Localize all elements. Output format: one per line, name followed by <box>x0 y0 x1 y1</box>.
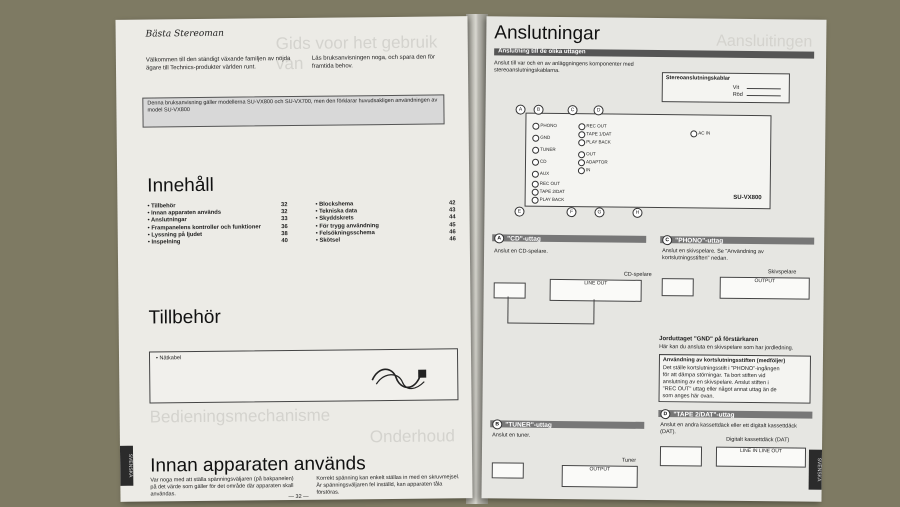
toc-page: 36 <box>281 223 288 230</box>
tuner-label: "TUNER"-uttag <box>505 420 552 429</box>
letter-b-icon: B <box>492 419 502 429</box>
toc-label: • Anslutningar <box>148 218 187 226</box>
model-note: Denna bruksanvisning gäller modellerna SU-VX800 och SU-VX700, men den förklarar huvudsakligen användningen av model SU-VX800 <box>147 97 438 114</box>
cd-jack-label: LINE OUT <box>584 280 608 287</box>
panel-label: REC OUT <box>539 180 561 187</box>
panel-label: TAPE 1/DAT <box>586 131 612 137</box>
terminal-letter-icon: B <box>534 105 544 115</box>
tape-jack-out: LINE OUT <box>758 448 783 455</box>
toc-page: 46 <box>449 236 456 243</box>
welcome-text: Välkommen till den ständigt växande familjen av nöjda ägare till Technics-produkter världen runt. <box>145 56 291 72</box>
panel-label: AUX <box>539 170 550 176</box>
panel-label: REC OUT <box>586 123 607 129</box>
terminal-letter-icon: H <box>632 208 642 218</box>
toc-page: 33 <box>281 216 288 223</box>
accessories-title: Tillbehör <box>148 306 221 329</box>
phono-jack-label: OUTPUT <box>754 278 776 285</box>
letter-c-icon: C <box>662 235 672 245</box>
tuner-device <box>562 465 638 488</box>
toc-page: 46 <box>449 229 456 236</box>
panel-label: PLAY BACK <box>586 139 611 145</box>
terminal-letter-icon: C <box>568 105 578 115</box>
rca-jack-icon <box>532 188 539 195</box>
model-label: SU-VX800 <box>733 194 762 202</box>
rca-jack-icon <box>532 180 539 187</box>
before-use-text-1: Var noga med att ställa spänningsväljaren (på bakpanelen) på det värde som gäller för det område där apparaten skall användas. <box>150 476 294 498</box>
ghost-heading-3: Onderhoud <box>369 426 456 447</box>
page-title: Anslutningar <box>494 22 601 45</box>
panel-label: TUNER <box>540 146 556 152</box>
cable-legend-box <box>662 72 790 103</box>
contents-title: Innehåll <box>147 174 214 197</box>
accessories-box <box>149 348 459 403</box>
toc-page: 44 <box>449 214 456 221</box>
cd-amp-jacks <box>494 282 526 298</box>
toc-label: • Skyddskrets <box>316 216 354 224</box>
ghost-heading-2: Bedieningsmechanisme <box>149 405 331 427</box>
terminal-letter-icon: F <box>566 207 576 217</box>
toc-row <box>316 236 456 245</box>
panel-label: PHONO <box>540 122 557 128</box>
gnd-text: Här kan du ansluta en skivspelare som har jordledning. <box>659 344 794 352</box>
toc-page: 40 <box>281 238 288 245</box>
terminal-letter-icon: A <box>516 105 526 115</box>
rca-jack-icon <box>532 158 539 165</box>
short-pin-box <box>659 354 811 404</box>
ghost-title: Aansluitingen <box>716 32 813 51</box>
before-use-title: Innan apparaten används <box>150 453 366 477</box>
toc-label: • Blockshema <box>315 201 353 209</box>
tuner-text: Anslut en tuner. <box>492 432 531 439</box>
toc-label: • Tillbehör <box>147 203 175 210</box>
model-note-box <box>142 94 444 127</box>
rca-jack-icon <box>578 151 585 158</box>
ghost-heading: Gids voor het gebruik van <box>275 32 438 74</box>
toc-page: 42 <box>448 200 456 207</box>
phono-section-heading <box>662 235 723 246</box>
toc-page: 43 <box>449 207 456 214</box>
tuner-device-label: Tuner <box>621 457 637 464</box>
cd-player-device <box>550 279 642 302</box>
subtitle-bar: Anslutning till de olika uttagen <box>494 48 814 58</box>
cd-device-label: CD-spelare <box>623 271 652 278</box>
toc-label: • Frampanelens kontroller och funktioner <box>148 224 261 232</box>
letter-d-icon: D <box>660 409 670 419</box>
short-title: Användning av kortslutningsstiften (medföljer) <box>662 357 786 365</box>
phono-text: Anslut en skivspelare. Se "Användning av kortslutningsstiften" nedan. <box>661 248 764 262</box>
rca-jack-icon <box>690 130 697 137</box>
legend-white: Vit <box>732 84 740 91</box>
greeting: Bästa Stereoman <box>145 28 224 40</box>
terminal-letter-icon: D <box>594 105 604 115</box>
dat-device <box>716 447 806 468</box>
toc-right-column <box>315 200 455 245</box>
gnd-title: Jorduttaget "GND" på förstärkaren <box>659 336 759 344</box>
tuner-jack-label: OUTPUT <box>589 466 611 473</box>
toc-page: 38 <box>281 230 288 237</box>
rca-jack-icon <box>532 134 539 141</box>
cd-text: Anslut en CD-spelare. <box>494 248 548 255</box>
toc-label: • Lyssning på ljudet <box>148 232 202 240</box>
tuner-amp-jacks <box>492 462 524 478</box>
panel-label: ADAPTOR <box>585 159 608 165</box>
rca-jack-icon <box>532 196 539 203</box>
phono-amp-jacks <box>662 278 694 296</box>
before-use-text-2: Korrekt spänning kan enkelt ställas in med en skruvmejsel. Är spänningsväljaren fel inställd, kan apparaten tåla förstöras. <box>316 474 460 496</box>
toc-label: • Inspelning <box>148 239 181 247</box>
language-tab-left: SVENSKA <box>120 446 133 486</box>
rca-jack-icon <box>578 159 585 166</box>
panel-label: PLAY BACK <box>539 196 565 203</box>
accessories-item: • Nätkabel <box>156 355 182 362</box>
rca-jack-icon <box>532 122 539 129</box>
toc-left-column <box>147 202 287 247</box>
tape-amp-jacks <box>660 446 702 466</box>
tuner-section-heading <box>492 419 552 430</box>
rca-jack-icon <box>578 139 585 146</box>
letter-a-icon: A <box>494 233 504 243</box>
phono-device-label: Skivspelare <box>767 269 797 276</box>
panel-label: OUT <box>586 151 596 157</box>
rear-panel-diagram <box>525 113 772 210</box>
toc-label: • Skötsel <box>316 238 340 245</box>
tape-jack-in: LINE IN <box>739 447 758 455</box>
panel-label: CD <box>539 158 547 164</box>
terminal-letter-icon: E <box>514 207 524 217</box>
toc-page: 32 <box>281 209 288 216</box>
panel-label: TAPE 2/DAT <box>539 188 565 195</box>
legend-red: Röd <box>732 91 743 98</box>
short-text: Det ställe kortslutningsstift i "PHONO"-ingången för att dämpa störningar. Ta bort stiften vid anslutning av en skivspelare. Anslut stiften i "REC OUT" uttag eller något annat uttag än de som anges här ovan. <box>662 365 780 400</box>
tape-label: "TAPE 2/DAT"-uttag <box>673 410 735 419</box>
rca-jack-icon <box>532 170 539 177</box>
tape-text: Anslut en andra kassettdäck eller ett digitalt kassettdäck (DAT). <box>660 422 797 436</box>
cd-section-heading <box>494 233 541 243</box>
toc-page: 45 <box>449 221 456 228</box>
toc-page: 32 <box>280 202 288 209</box>
tape-device-label: Digitalt kassettdäck (DAT) <box>726 436 790 444</box>
panel-label: GND <box>540 134 551 140</box>
rca-jack-icon <box>578 167 585 174</box>
panel-label: IN <box>585 167 591 173</box>
rca-jack-icon <box>578 131 585 138</box>
rca-jack-icon <box>532 146 539 153</box>
right-page <box>481 16 826 502</box>
read-advice-text: Läs bruksanvisningen noga, och spara den för framtida behov. <box>311 54 436 70</box>
power-cord-icon <box>368 356 428 397</box>
panel-label: AC IN <box>698 130 711 136</box>
tape-section-heading <box>660 409 734 420</box>
phono-label: "PHONO"-uttag <box>675 236 724 245</box>
toc-label: • Felsökningsschema <box>316 230 375 238</box>
legend-title: Stereoanslutningskablar <box>665 75 731 82</box>
toc-label: • Innan apparaten används <box>147 210 221 218</box>
terminal-letter-icon: G <box>594 207 604 217</box>
intro-text: Anslut till var och en av anläggningens komponenter med stereoanslutningskablarna. <box>493 60 634 75</box>
toc-label: • Tekniska data <box>315 209 357 217</box>
cd-label: "CD"-uttag <box>507 234 541 243</box>
rca-jack-icon <box>578 123 585 130</box>
turntable-device <box>720 277 810 300</box>
page-number: — 32 — <box>288 493 309 501</box>
toc-label: • För trygg användning <box>316 223 379 231</box>
toc-row <box>148 238 288 247</box>
language-tab-right: SVENSKA <box>809 450 822 490</box>
left-page <box>115 16 472 502</box>
